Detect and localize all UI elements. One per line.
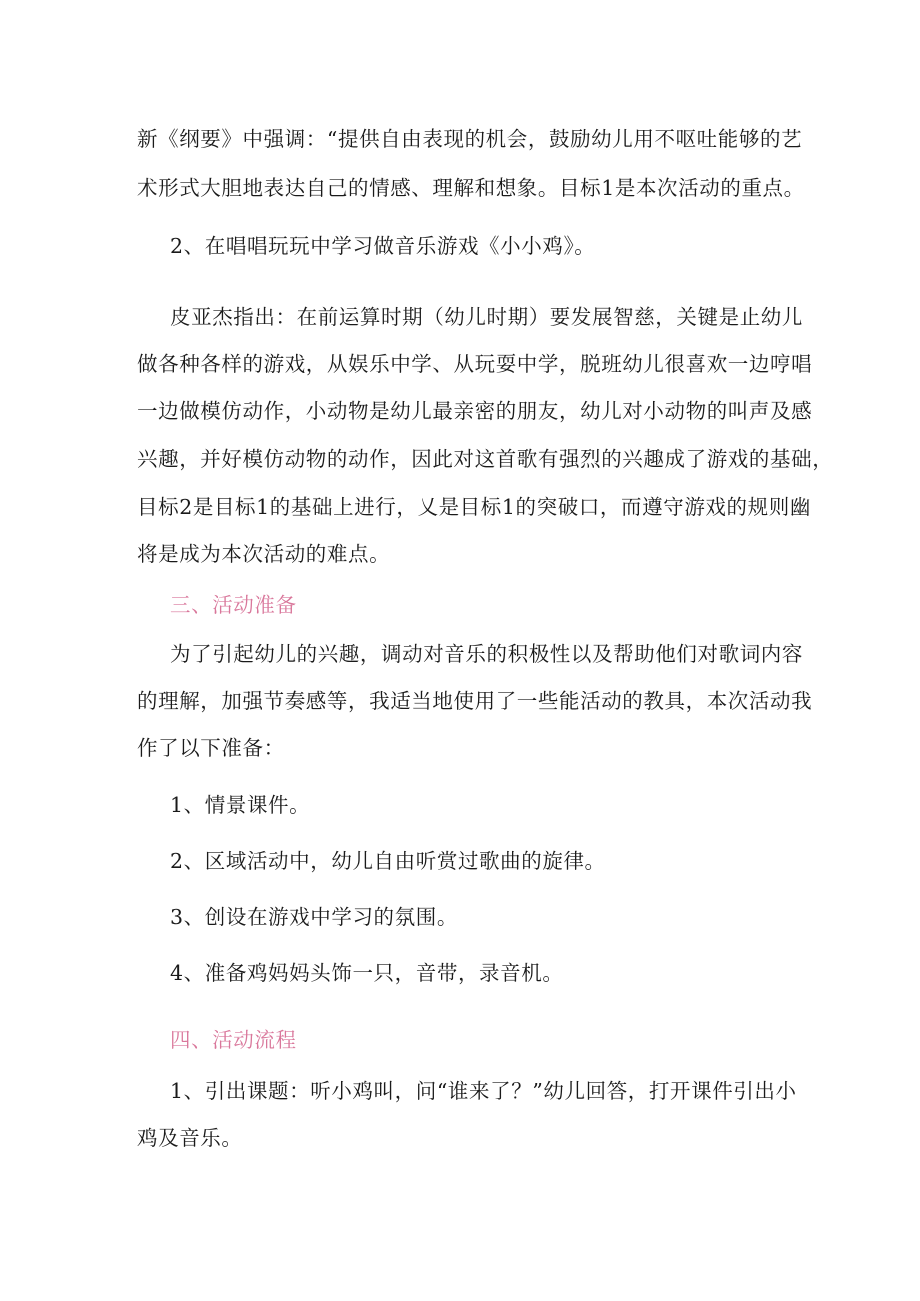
list-item: 2、区域活动中，幼儿自由听赏过歌曲的旋律。 (170, 849, 606, 873)
section-heading: 四、活动流程 (170, 1028, 297, 1052)
list-item: 1、情景课件。 (170, 793, 311, 817)
paragraph-line: 的理解，加强节奏感等，我适当地使用了一些能活动的教具，本次活动我 (137, 689, 813, 713)
paragraph-line: 兴趣，并好模仿动物的动作，因此对这首歌有强烈的兴趣成了游戏的基础， (137, 447, 834, 471)
paragraph-line: 为了引起幼儿的兴趣，调动对音乐的积极性以及帮助他们对歌词内容 (170, 642, 803, 666)
paragraph-line: 皮亚杰指出：在前运算时期（幼儿时期）要发展智慈，关键是止幼儿 (170, 305, 803, 329)
paragraph-line: 鸡及音乐。 (137, 1126, 243, 1150)
paragraph-line: 将是成为本次活动的难点。 (137, 542, 391, 566)
list-item: 4、准备鸡妈妈头饰一只，音带，录音机。 (170, 961, 564, 985)
paragraph-line: 1、引出课题：听小鸡叫，问“谁来了？”幼儿回答，打开课件引出小 (170, 1079, 797, 1103)
list-item: 2、在唱唱玩玩中学习做音乐游戏《小小鸡》。 (170, 234, 596, 258)
section-heading: 三、活动准备 (170, 593, 297, 617)
paragraph-line: 作了以下准备： (137, 736, 285, 760)
paragraph-line: 术形式大胆地表达自己的情感、理解和想象。目标1是本次活动的重点。 (137, 176, 805, 200)
paragraph-line: 新《纲要》中强调：“提供自由表现的机会，鼓励幼儿用不呕吐能够的艺 (137, 127, 803, 151)
paragraph-line: 做各种各样的游戏，从娱乐中学、从玩耍中学，脱班幼儿很喜欢一边哼唱 (137, 352, 813, 376)
paragraph-line: 一边做模仿动作，小动物是幼儿最亲密的朋友，幼儿对小动物的叫声及感 (137, 399, 813, 423)
list-item: 3、创设在游戏中学习的氛围。 (170, 905, 458, 929)
paragraph-line: 目标2是目标1的基础上进行，乂是目标1的突破口，而遵守游戏的规则幽 (137, 495, 811, 519)
